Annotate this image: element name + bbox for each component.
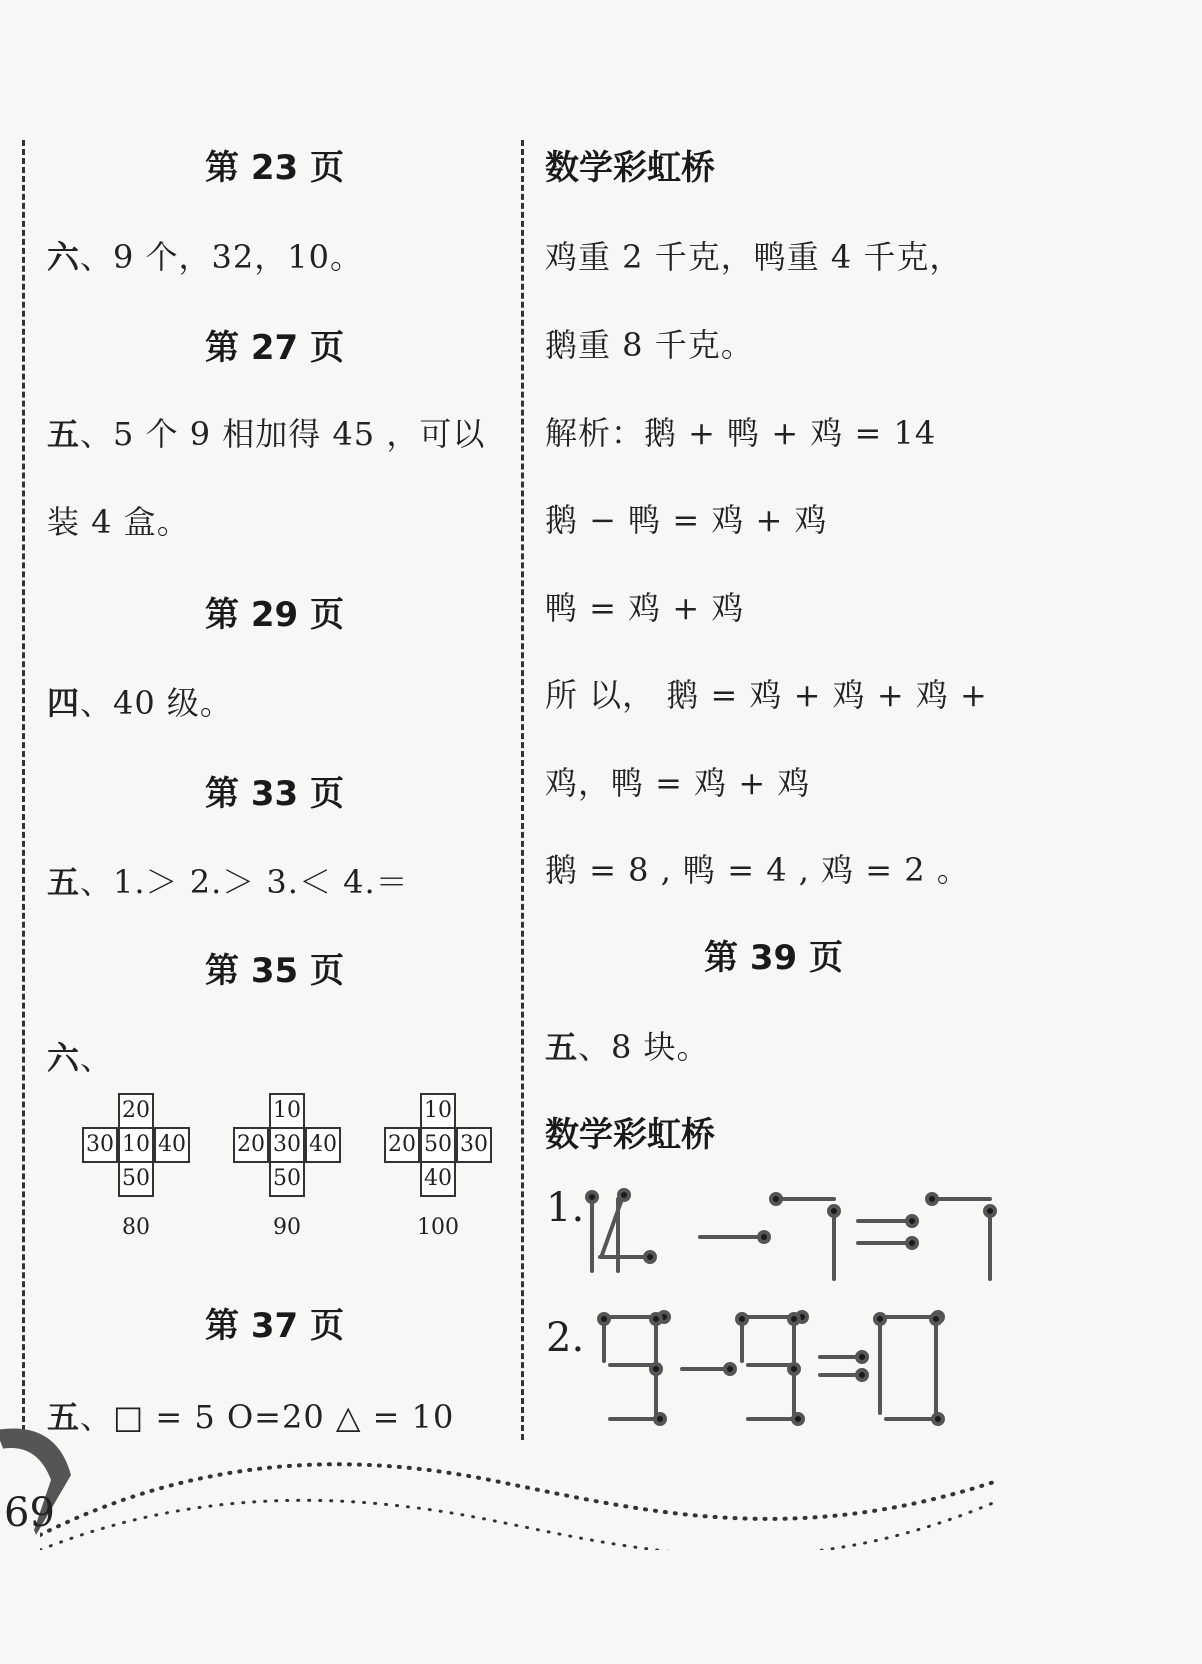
analysis-line: 所 以， 鹅 = 鸡 + 鸡 + 鸡 + (545, 676, 988, 714)
matchstick-equation-2 (590, 1305, 990, 1435)
question-number: 四 (47, 684, 81, 722)
question-number: 五 (545, 1028, 579, 1066)
answer-text: 、8 块。 (578, 1028, 710, 1066)
heading-page-33: 第 33 页 (205, 774, 344, 814)
answer-text: 、□ = 5 O=20 △ = 10 (80, 1398, 455, 1436)
puzzle-number: 2. (546, 1315, 585, 1361)
decorative-dotted-wave (40, 1440, 1040, 1550)
answer-line: 鹅重 8 千克。 (545, 326, 754, 364)
answer-line (47, 1033, 113, 1079)
answer-text: 、1.＞ 2.＞ 3.＜ 4.＝ (80, 863, 409, 901)
answer-line (47, 678, 233, 724)
cross-cell-right: 30 (456, 1127, 492, 1163)
analysis-line: 鸭 = 鸡 + 鸡 (545, 589, 745, 627)
answer-line (47, 1392, 454, 1438)
cross-cell-bottom: 50 (118, 1161, 154, 1197)
puzzle-number: 1. (546, 1185, 585, 1231)
heading-page-23: 第 23 页 (205, 148, 344, 188)
cross-cell-right: 40 (154, 1127, 190, 1163)
question-number: 五 (47, 415, 81, 453)
cross-total: 90 (273, 1215, 301, 1240)
answer-line (47, 409, 485, 455)
cross-cell-right: 40 (305, 1127, 341, 1163)
answer-line (545, 1022, 710, 1068)
section-title-math-rainbow: 数学彩虹桥 (545, 148, 715, 188)
cross-diagram (82, 1093, 190, 1240)
analysis-line: 鸡，鸭 = 鸡 + 鸡 (545, 764, 811, 802)
cross-cell-top: 20 (118, 1093, 154, 1129)
matchstick-equation-1 (580, 1185, 1000, 1295)
cross-cell-top: 10 (420, 1093, 456, 1129)
cross-diagram (384, 1093, 492, 1240)
heading-page-37: 第 37 页 (205, 1306, 344, 1346)
answer-text: 、40 级。 (80, 684, 233, 722)
answer-line: 鸡重 2 千克，鸭重 4 千克， (545, 238, 963, 276)
answer-line (47, 232, 363, 278)
cross-cell-left: 30 (82, 1127, 118, 1163)
analysis-line: 解析：鹅 + 鸭 + 鸡 = 14 (545, 414, 937, 452)
analysis-line: 鹅 = 8 , 鸭 = 4 , 鸡 = 2 。 (545, 851, 970, 889)
answer-line-cont: 装 4 盒。 (47, 503, 190, 541)
section-title-math-rainbow: 数学彩虹桥 (545, 1115, 715, 1155)
heading-page-27: 第 27 页 (205, 328, 344, 368)
cross-total: 80 (122, 1215, 150, 1240)
cross-cell-left: 20 (233, 1127, 269, 1163)
heading-page-29: 第 29 页 (205, 595, 344, 635)
heading-page-35: 第 35 页 (205, 951, 344, 991)
page-number: 69 (4, 1490, 55, 1536)
left-margin-divider (22, 140, 25, 1440)
analysis-line: 鹅 − 鸭 = 鸡 + 鸡 (545, 501, 828, 539)
answer-text: 、5 个 9 相加得 45 ，可以 (80, 415, 486, 453)
question-number: 五 (47, 863, 81, 901)
cross-cell-left: 20 (384, 1127, 420, 1163)
column-divider (521, 140, 524, 1440)
question-number: 六 (47, 1039, 81, 1077)
cross-cell-center: 30 (269, 1127, 305, 1163)
heading-page-39: 第 39 页 (704, 938, 843, 978)
cross-cell-center: 10 (118, 1127, 154, 1163)
cross-cell-center: 50 (420, 1127, 456, 1163)
answer-line (47, 857, 409, 903)
question-number: 六 (47, 238, 81, 276)
cross-total: 100 (417, 1215, 459, 1240)
cross-cell-bottom: 50 (269, 1161, 305, 1197)
question-number: 五 (47, 1398, 81, 1436)
answer-text: 、 (80, 1039, 114, 1077)
cross-cell-top: 10 (269, 1093, 305, 1129)
cross-cell-bottom: 40 (420, 1161, 456, 1197)
cross-diagram (233, 1093, 341, 1240)
answer-text: 、9 个，32，10。 (80, 238, 363, 276)
